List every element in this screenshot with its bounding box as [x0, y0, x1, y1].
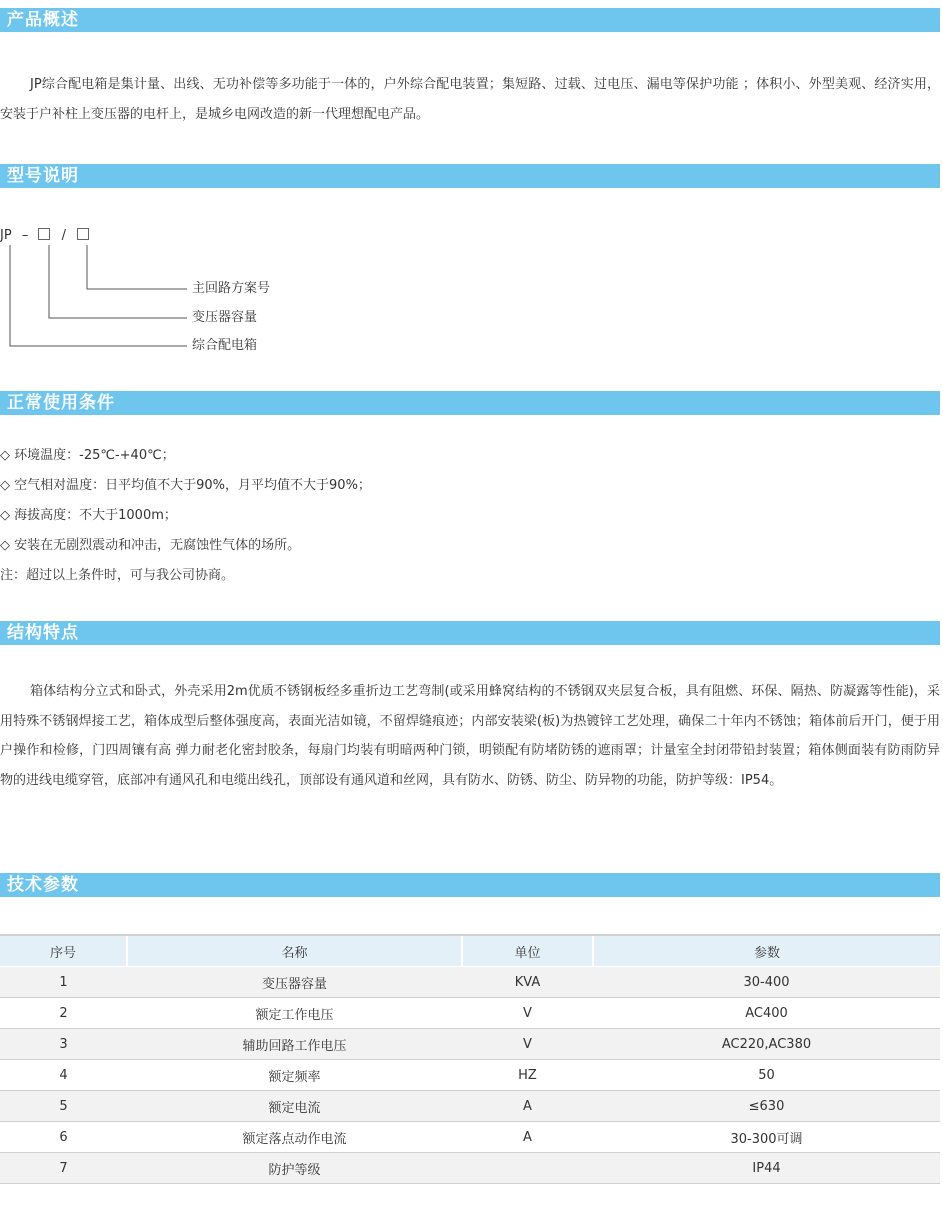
cell-unit: A: [462, 1122, 593, 1153]
table-row: [0, 1153, 940, 1184]
cell-name: 变压器容量: [127, 967, 462, 998]
cell-name: 防护等级: [127, 1153, 462, 1184]
cell-index: 3: [0, 1029, 127, 1060]
header-name: 名称: [127, 935, 462, 967]
model-prefix: JP: [0, 228, 12, 243]
cell-value: AC400: [593, 998, 940, 1029]
table-row: [0, 1091, 940, 1122]
section-title-model: 型号说明: [7, 166, 79, 186]
cell-index: 4: [0, 1060, 127, 1091]
line-scheme: [87, 245, 187, 289]
section-title-params: 技术参数: [7, 875, 79, 895]
label-scheme-number: 主回路方案号: [192, 281, 271, 296]
table-row: [0, 1060, 940, 1091]
placeholder-box-scheme: [77, 228, 89, 240]
section-title-overview: 产品概述: [7, 10, 79, 30]
placeholder-box-capacity: [38, 228, 50, 240]
cell-name: 辅助回路工作电压: [127, 1029, 462, 1060]
cell-name: 额定落点动作电流: [127, 1122, 462, 1153]
section-header-params: [0, 873, 940, 897]
table-row: [0, 967, 940, 998]
cell-name: 额定工作电压: [127, 998, 462, 1029]
cell-value: 30-300可调: [593, 1122, 940, 1153]
spec-table: [0, 934, 940, 1184]
overview-paragraph: JP综合配电箱是集计量、出线、无功补偿等多功能于一体的，户外综合配电装置；集短路、过载、过电压、漏电等保护功能 ；体积小、外型美观、经济实用，安装于户补柱上变压器的电杆上，是城乡电网改造的新一代理想配电产品。: [0, 77, 940, 122]
cell-unit: HZ: [462, 1060, 593, 1091]
condition-item: ◇ 环境温度：-25℃-+40℃；: [0, 448, 175, 463]
cell-index: 2: [0, 998, 127, 1029]
label-distribution-box: 综合配电箱: [192, 338, 258, 353]
condition-item: ◇ 海拔高度：不大于1000m；: [0, 508, 177, 523]
condition-item: ◇ 空气相对温度：日平均值不大于90%，月平均值不大于90%；: [0, 478, 371, 493]
cell-index: 1: [0, 967, 127, 998]
section-header-overview: [0, 8, 940, 32]
cell-value: ≤630: [593, 1091, 940, 1122]
cell-unit: A: [462, 1091, 593, 1122]
cell-value: AC220,AC380: [593, 1029, 940, 1060]
line-capacity: [49, 245, 187, 318]
section-header-model: [0, 164, 940, 188]
cell-unit: [462, 1153, 593, 1184]
table-row: [0, 998, 940, 1029]
table-header-row: [0, 935, 940, 967]
section-title-structure: 结构特点: [7, 623, 79, 643]
cell-unit: V: [462, 998, 593, 1029]
header-index: 序号: [0, 935, 127, 967]
cell-unit: V: [462, 1029, 593, 1060]
cell-name: 额定频率: [127, 1060, 462, 1091]
cell-value: IP44: [593, 1153, 940, 1184]
line-box: [10, 245, 187, 346]
label-transformer-capacity: 变压器容量: [192, 310, 258, 325]
cell-value: 30-400: [593, 967, 940, 998]
model-dash: –: [21, 228, 29, 243]
cell-index: 6: [0, 1122, 127, 1153]
condition-item: ◇ 安装在无剧烈震动和冲击，无腐蚀性气体的场所。: [0, 538, 301, 553]
table-row: [0, 1122, 940, 1153]
section-header-structure: [0, 621, 940, 645]
header-unit: 单位: [462, 935, 593, 967]
cell-index: 5: [0, 1091, 127, 1122]
cell-value: 50: [593, 1060, 940, 1091]
header-value: 参数: [593, 935, 940, 967]
table-row: [0, 1029, 940, 1060]
section-title-conditions: 正常使用条件: [7, 393, 115, 413]
model-diagram-lines: [0, 240, 190, 350]
cell-name: 额定电流: [127, 1091, 462, 1122]
condition-note: 注：超过以上条件时，可与我公司协商。: [0, 568, 235, 583]
cell-unit: KVA: [462, 967, 593, 998]
cell-index: 7: [0, 1153, 127, 1184]
structure-paragraph: 箱体结构分立式和卧式，外壳采用2m优质不锈钢板经多重折边工艺弯制(或采用蜂窝结构的不锈钢双夹层复合板，具有阻燃、环保、隔热、防凝露等性能)，采用特殊不锈钢焊接工艺，箱体成型后整体强度高，表面光洁如镜，不留焊缝痕迹；内部安装梁(板)为热镀锌工艺处理，确保二十年内不锈蚀；箱体前后开门，便于用户操作和检修，门四周镶有高 弹力耐老化密封胶条，每扇门均装有明暗两种门锁，明锁配有防堵防锈的遮雨罩；计量室全封闭带铅封装置；箱体侧面装有防雨防异物的进线电缆穿管，底部冲有通风孔和电缆出线孔，顶部设有通风道和丝网，具有防水、防锈、防尘、防异物的功能，防护等级：IP54。: [0, 684, 940, 788]
section-header-conditions: [0, 391, 940, 415]
model-slash: /: [61, 228, 66, 243]
